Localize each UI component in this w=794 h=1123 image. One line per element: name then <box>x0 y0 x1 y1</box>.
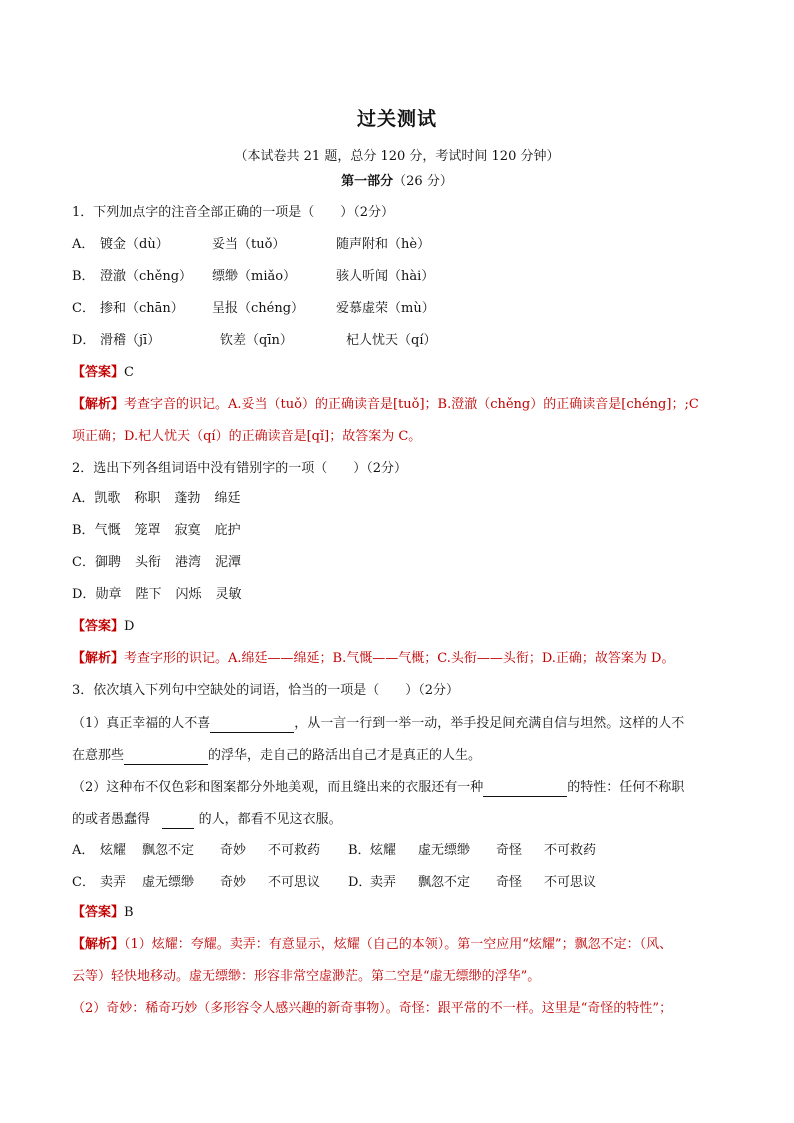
option-item: 港湾 <box>174 555 201 570</box>
option-item: 骇人听闻（hài） <box>336 269 435 284</box>
exam-subtitle: （本试卷共 21 题，总分 120 分，考试时间 120 分钟） <box>234 149 560 164</box>
option-label: A． <box>72 843 95 858</box>
option-item: 炫耀 <box>370 843 397 858</box>
sentence-text: （1）真正幸福的人不喜 <box>72 716 211 731</box>
analysis-text: 考查字音的识记。A.妥当（tuǒ）的正确读音是[tuǒ]；B.澄澈（chěng）的正确读音是[chéng]；;C <box>124 397 699 412</box>
option-item: 缥缈（miǎo） <box>212 269 297 284</box>
q2-option-b <box>72 522 738 540</box>
q1-analysis-line-1 <box>72 396 738 414</box>
sentence-text: 在意那些 <box>72 748 125 763</box>
fill-blank-4[interactable] <box>162 810 194 829</box>
sentence-text: 的人，都看不见这衣服。 <box>198 812 342 827</box>
option-item: 炫耀 <box>100 843 127 858</box>
q2-analysis <box>72 650 738 668</box>
analysis-text: 考查字形的识记。A.绵廷——绵延；B.气慨——气概；C.头衔——头衔；D.正确；故答案为 D。 <box>124 651 675 666</box>
option-item: 奇怪 <box>496 875 523 890</box>
option-item: 绵廷 <box>214 491 241 506</box>
q3-stem: 3．依次填入下列句中空缺处的词语，恰当的一项是（ ）（2分） <box>72 683 460 698</box>
option-item: 凯歌 <box>94 491 121 506</box>
page-title: 过关测试 <box>356 108 437 130</box>
option-item: 不可救药 <box>544 843 597 858</box>
option-item: 镀金（dù） <box>100 237 169 252</box>
option-label: D． <box>72 587 96 602</box>
sentence-text: 的浮华，走自己的路活出自己才是真正的人生。 <box>208 748 482 763</box>
q2-option-c <box>72 554 738 572</box>
part-score: （26 分） <box>393 174 453 189</box>
option-item: 泥潭 <box>215 555 242 570</box>
option-label: B． <box>72 523 95 538</box>
option-item: 飘忽不定 <box>142 843 195 858</box>
part-name: 第一部分 <box>341 174 394 189</box>
option-item: 爱慕虚荣（mù） <box>336 301 435 316</box>
option-item: 掺和（chān） <box>100 301 184 316</box>
option-label: B． <box>72 269 95 284</box>
option-label: B． <box>348 843 371 858</box>
option-item: 气慨 <box>94 523 121 538</box>
option-label: D． <box>348 875 372 890</box>
option-item: 飘忽不定 <box>418 875 471 890</box>
answer-value: D <box>124 619 135 634</box>
q3-analysis-line-1 <box>72 936 738 954</box>
answer-value: B <box>124 905 134 920</box>
fill-blank-1[interactable] <box>210 714 294 733</box>
option-item: 奇怪 <box>496 843 523 858</box>
option-item: 卖弄 <box>100 875 127 890</box>
option-item: 奇妙 <box>220 875 247 890</box>
answer-tag: 【答案】 <box>72 619 125 634</box>
q3-sentence-2-line-2 <box>72 810 738 829</box>
option-item: 不可救药 <box>268 843 321 858</box>
option-item: 虚无缥缈 <box>418 843 471 858</box>
option-label: C． <box>72 875 95 890</box>
option-item: 随声附和（hè） <box>336 237 431 252</box>
q2-option-a <box>72 490 738 508</box>
q3-analysis-line-3: （2）奇妙：稀奇巧妙（多形容令人感兴趣的新奇事物）。奇怪：跟平常的不一样。这里是“奇怪的特性”； <box>72 1001 673 1016</box>
q3-analysis-line-2: 云等）轻快地移动。虚无缥缈：形容非常空虚渺茫。第二空是“虚无缥缈的浮华”。 <box>72 969 541 984</box>
option-item: 勋章 <box>95 587 122 602</box>
fill-blank-2[interactable] <box>124 746 208 765</box>
sentence-text: 的特性：任何不称职 <box>567 780 685 795</box>
answer-value: C <box>124 365 134 380</box>
option-item: 灵敏 <box>215 587 242 602</box>
sentence-text: 的或者愚蠢得 <box>72 812 151 827</box>
answer-tag: 【答案】 <box>72 905 125 920</box>
option-item: 御聘 <box>94 555 121 570</box>
part-heading <box>0 170 794 189</box>
option-item: 钦差（qīn） <box>220 333 293 348</box>
option-item: 陛下 <box>135 587 162 602</box>
q3-sentence-1-line-1 <box>72 714 738 733</box>
analysis-text: （1）炫耀：夸耀。卖弄：有意显示，炫耀（自己的本领）。第一空应用“炫耀”；飘忽不定：（风、 <box>124 937 673 952</box>
q2-option-d <box>72 586 738 604</box>
answer-tag: 【答案】 <box>72 365 125 380</box>
option-label: A． <box>72 237 95 252</box>
q2-answer <box>72 618 738 636</box>
option-item: 澄澈（chěng） <box>100 269 193 284</box>
option-item: 卖弄 <box>370 875 397 890</box>
option-item: 杞人忧天（qí） <box>346 333 437 348</box>
q3-sentence-1-line-2 <box>72 746 738 765</box>
q1-analysis-line-2: 项正确；D.杞人忧天（qí）的正确读音是[qǐ]；故答案为 C。 <box>72 429 422 444</box>
option-item: 虚无缥缈 <box>142 875 195 890</box>
option-item: 蓬勃 <box>174 491 201 506</box>
option-item: 笼罩 <box>134 523 161 538</box>
sentence-text: ，从一言一行到一举一动，举手投足间充满自信与坦然。这样的人不 <box>294 716 685 731</box>
fill-blank-3[interactable] <box>483 778 567 797</box>
analysis-tag: 【解析】 <box>72 651 125 666</box>
analysis-tag: 【解析】 <box>72 937 125 952</box>
option-item: 闪烁 <box>175 587 202 602</box>
option-item: 滑稽（jī） <box>100 333 161 348</box>
option-item: 称职 <box>134 491 161 506</box>
option-item: 不可思议 <box>268 875 321 890</box>
option-item: 头衔 <box>134 555 161 570</box>
q1-answer <box>72 364 738 382</box>
option-label: D． <box>72 333 96 348</box>
option-label: A． <box>72 491 95 506</box>
option-label: C． <box>72 555 95 570</box>
option-item: 妥当（tuǒ） <box>212 237 286 252</box>
option-item: 不可思议 <box>544 875 597 890</box>
q1-stem: 1．下列加点字的注音全部正确的一项是（ ）（2分） <box>72 205 395 220</box>
option-item: 庇护 <box>214 523 241 538</box>
q3-answer <box>72 904 738 922</box>
option-item: 寂寞 <box>174 523 201 538</box>
q3-sentence-2-line-1 <box>72 778 738 797</box>
analysis-tag: 【解析】 <box>72 397 125 412</box>
q2-stem: 2．选出下列各组词语中没有错别字的一项（ ）（2分） <box>72 461 408 476</box>
option-item: 呈报（chéng） <box>212 301 305 316</box>
sentence-text: （2）这种布不仅色彩和图案都分外地美观，而且缝出来的衣服还有一种 <box>72 780 484 795</box>
option-item: 奇妙 <box>220 843 247 858</box>
option-label: C． <box>72 301 95 316</box>
